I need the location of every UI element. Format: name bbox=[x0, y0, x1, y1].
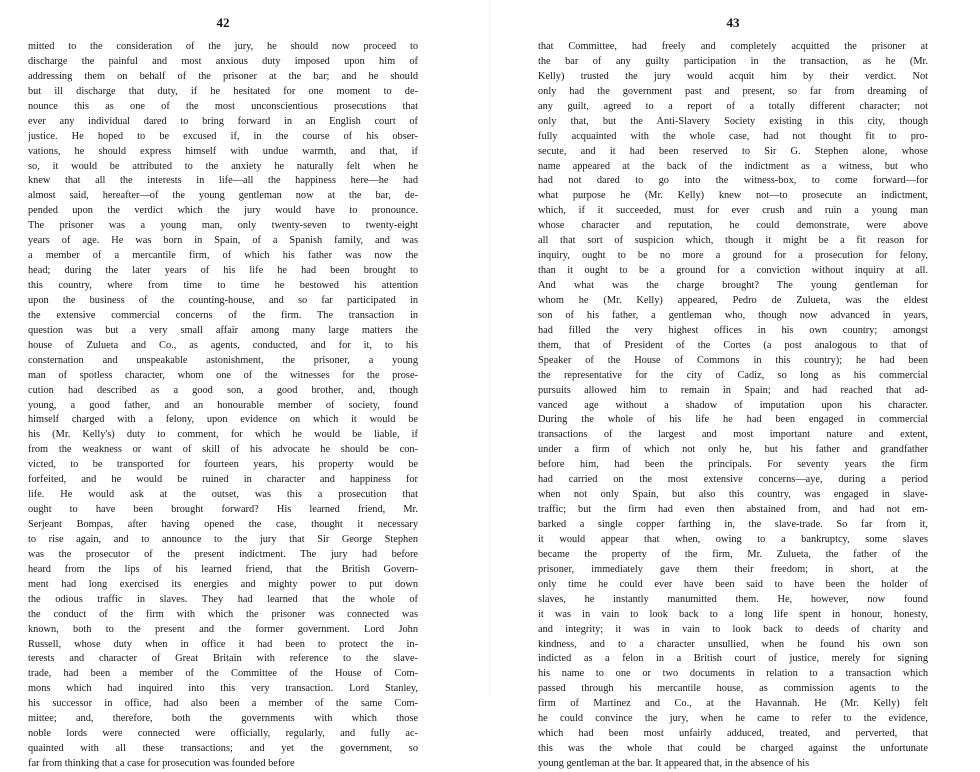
text-line: noble lords were connected were officially, regularly, and fully ac- bbox=[28, 728, 418, 740]
right-page-text bbox=[538, 40, 928, 772]
text-line: kindness, and to a character unsullied, when he found his own son bbox=[538, 638, 928, 650]
text-line: than it ought to be a ground for a conviction without inquiry at all. bbox=[538, 265, 928, 277]
text-line: ment had long exercised its energies and mighty power to put down bbox=[28, 578, 418, 590]
text-line: himself charged with a felony, upon evidence on which it would be bbox=[28, 414, 418, 426]
text-line: which had been most unfairly adduced, treated, and perverted, that bbox=[538, 728, 928, 740]
text-line: which, if it succeeded, must for ever crush and ruin a young man bbox=[538, 205, 928, 217]
text-line: before him, had been the principals. For seventy years the firm bbox=[538, 459, 928, 471]
text-line: man of spotless character, whom one of the witnesses for the prose- bbox=[28, 369, 418, 381]
text-line: the representative for the city of Cadiz, so long as his commercial bbox=[538, 369, 928, 381]
text-line: what purpose he (Mr. Kelly) knew not—to prosecute an indictment, bbox=[538, 190, 928, 202]
text-line: this was the whole that could be charged against the unfortunate bbox=[538, 743, 928, 755]
text-line: transactions of the largest and most important nature and extent, bbox=[538, 429, 928, 441]
text-line: his (Mr. Kelly's) duty to comment, for which he would be liable, if bbox=[28, 429, 418, 441]
text-line: only time he could ever have been said to have been the holder of bbox=[538, 578, 928, 590]
right-page bbox=[538, 0, 928, 769]
text-line: upon the business of the counting-house, and so far participated in bbox=[28, 294, 418, 306]
text-line: ought to have been brought forward? His learned friend, Mr. bbox=[28, 504, 418, 516]
text-line: knew that all the interests in life—all the happiness here—he had bbox=[28, 175, 418, 187]
text-line: this country, where from time to time he bestowed his attention bbox=[28, 280, 418, 291]
text-line: it would appear that when, owing to a bankruptcy, some slaves bbox=[538, 533, 928, 545]
text-line: had carried on the most extensive concerns—aye, during a period bbox=[538, 474, 928, 486]
text-line: had filled the very highest offices in his own country; amongst bbox=[538, 324, 928, 336]
text-line: cution had described as a good son, a good brother, and, though bbox=[28, 384, 418, 396]
text-line: mitted to the consideration of the jury, he should now proceed to bbox=[28, 41, 418, 52]
text-line: to rise again, and to announce to the jury that Sir George Stephen bbox=[28, 533, 418, 545]
text-line: far from thinking that a case for prosecution was founded before bbox=[28, 758, 295, 769]
text-line: slaves, he instantly manumitted them. He, however, now found bbox=[538, 593, 928, 605]
text-line: vanced age without a shadow of imputation upon his character. bbox=[538, 399, 928, 411]
text-line: almost said, hereafter—of the young gentleman now at the bar, de- bbox=[28, 190, 418, 202]
text-line: pended upon the verdict which the jury would have to pronounce. bbox=[28, 205, 418, 217]
text-line: head; during the later years of his life he had been brought to bbox=[28, 265, 418, 277]
text-line: And what was the charge brought? The young gentleman for bbox=[538, 280, 928, 291]
text-line: the bar of any guilty participation in the transaction, as he (Mr. bbox=[538, 55, 928, 67]
text-line: the extensive commercial concerns of the firm. The transaction in bbox=[28, 309, 418, 321]
page-number-right: 43 bbox=[726, 15, 740, 30]
text-line: name appeared at the back of the indictment as a witness, but who bbox=[538, 160, 928, 172]
text-line: the odious traffic in slaves. They had learned that the whole of bbox=[28, 593, 418, 605]
text-line: but ill discharge that duty, if he hesitated for one moment to de- bbox=[28, 85, 418, 97]
text-line: his successor in office, had also been a member of the same Com- bbox=[28, 698, 418, 710]
text-line: The prisoner was a young man, only twenty-seven to twenty-eight bbox=[28, 220, 418, 232]
text-line: he could convince the jury, when he came to refer to the evidence, bbox=[538, 713, 928, 725]
text-line: from the weakness or want of skill of his advocate he should be con- bbox=[28, 444, 418, 456]
text-line: quainted with all these transactions; and yet the government, so bbox=[28, 743, 418, 755]
left-page-text bbox=[28, 40, 418, 772]
text-line: when not only Spain, but also this country, was engaged in slave- bbox=[538, 489, 928, 501]
text-line: justice. He hoped to be excused if, in the course of his obser- bbox=[28, 130, 418, 142]
text-line: traffic; but the firm had even then abstained from, and had not em- bbox=[538, 504, 928, 516]
text-line: Speaker of the House of Commons in this country); he had been bbox=[538, 354, 928, 366]
text-line: only that, but the Anti-Slavery Society existing in this city, though bbox=[538, 115, 928, 127]
text-line: life. He would ask at the outset, was this a prosecution that bbox=[28, 489, 418, 501]
text-line: secute, and it had been reserved to Sir G. Stephen alone, whose bbox=[538, 145, 928, 157]
text-line: vations, he should express himself with undue warmth, and that, if bbox=[28, 145, 418, 157]
text-line: inquiry, ought to be no more a ground for a prosecution for felony, bbox=[538, 250, 928, 262]
text-line: barked a single copper farthing in, the slave-trade. So far from it, bbox=[538, 519, 928, 530]
left-page bbox=[28, 0, 418, 769]
text-line: prisoner, immediately gave them their freedom; in short, at the bbox=[538, 563, 928, 575]
text-line: forfeited, and he would be ruined in character and happiness for bbox=[28, 474, 418, 486]
text-line: fully acquainted with the whole case, had not thought fit to pro- bbox=[538, 130, 928, 142]
text-line: nounce this as one of the most unconscientious prosecutions that bbox=[28, 100, 418, 112]
text-line: that Committee, had freely and completely acquitted the prisoner at bbox=[538, 41, 928, 52]
text-line: Kelly) trusted the jury would acquit him by their verdict. Not bbox=[538, 70, 928, 82]
text-line: discharge the painful and most anxious duty imposed upon him of bbox=[28, 55, 418, 67]
text-line: it was in vain to look back to a long life spent in honour, honesty, bbox=[538, 608, 928, 620]
text-line: Serjeant Bompas, after having opened the case, thought it necessary bbox=[28, 519, 418, 530]
text-line: whose character and reputation, he could demonstrate, were above bbox=[538, 220, 928, 232]
text-line: heard from the lips of his learned friend, that the British Govern- bbox=[28, 563, 418, 575]
text-line: under a firm of which not only he, but his father and grandfather bbox=[538, 444, 928, 456]
text-line: trade, had been a member of the Committee of the House of Com- bbox=[28, 668, 418, 680]
text-line: and integrity; it was in vain to look back to deeds of charity and bbox=[538, 623, 928, 635]
text-line: son of his father, a gentleman who, though now advanced in years, bbox=[538, 309, 928, 321]
text-line: consternation and unspeakable astonishment, the prisoner, a young bbox=[28, 354, 418, 366]
text-line: ever any individual dared to bring forward in an English court of bbox=[28, 115, 418, 127]
text-line: Russell, whose duty when in office it had been to protect the in- bbox=[28, 638, 418, 650]
text-line: a member of a mercantile firm, of which his father was now the bbox=[28, 250, 418, 262]
text-line: his name to one or two documents in relation to a transaction which bbox=[538, 668, 928, 680]
text-line: any guilt, agreed to a report of a totally different character; not bbox=[538, 100, 928, 112]
text-line: all that sort of suspicion which, though it might be a fit reason for bbox=[538, 235, 928, 247]
text-line: passed through his mercantile house, as commission agents to the bbox=[538, 683, 928, 695]
page-gutter bbox=[489, 0, 490, 696]
text-line: terests and character of Great Britain with reference to the slave- bbox=[28, 653, 418, 665]
text-line: indicted as a felon in a British court of justice, merely for signing bbox=[538, 653, 928, 665]
text-line: mittee; and, therefore, both the governments with which those bbox=[28, 713, 418, 725]
text-line: the conduct of the firm with which the prisoner was connected was bbox=[28, 608, 418, 620]
text-line: house of Zulueta and Co., as agents, conducted, and for it, to his bbox=[28, 339, 418, 351]
text-line: addressing them on behalf of the prisoner at the bar; and he should bbox=[28, 70, 418, 82]
text-line: During the whole of his life he had been engaged in commercial bbox=[538, 414, 928, 426]
text-line: question was but a very small affair among many large matters the bbox=[28, 324, 418, 336]
text-line: them, that of President of the Cortes (a post analogous to that of bbox=[538, 339, 928, 351]
text-line: mons which had inquired into this very transaction. Lord Stanley, bbox=[28, 683, 418, 695]
text-line: victed, to be transported for fourteen years, his property would be bbox=[28, 459, 418, 471]
text-line: young, a good father, and an honourable member of society, found bbox=[28, 399, 418, 411]
text-line: became the property of the firm, Mr. Zulueta, the father of the bbox=[538, 548, 928, 560]
text-line: firm of Martinez and Co., at the Havannah. He (Mr. Kelly) felt bbox=[538, 698, 928, 710]
text-line: was the prosecutor of the present indictment. The jury had before bbox=[28, 548, 418, 560]
text-line: whom he (Mr. Kelly) appeared, Pedro de Zulueta, was the eldest bbox=[538, 294, 928, 306]
text-line: had not dared to go into the witness-box, to come forward—for bbox=[538, 175, 928, 187]
text-line: known, both to the present and the former government. Lord John bbox=[28, 623, 418, 635]
text-line: only had the government past and present, so far from dreaming of bbox=[538, 85, 928, 97]
text-line: pursuits allowed him to remain in Spain; and had reached that ad- bbox=[538, 384, 928, 396]
page-number-left: 42 bbox=[216, 15, 230, 30]
text-line: years of age. He was born in Spain, of a Spanish family, and was bbox=[28, 235, 418, 247]
text-line: young gentleman at the bar. It appeared that, in the absence of his bbox=[538, 758, 810, 769]
text-line: so, it would be attributed to the anxiety he naturally felt when he bbox=[28, 160, 418, 172]
